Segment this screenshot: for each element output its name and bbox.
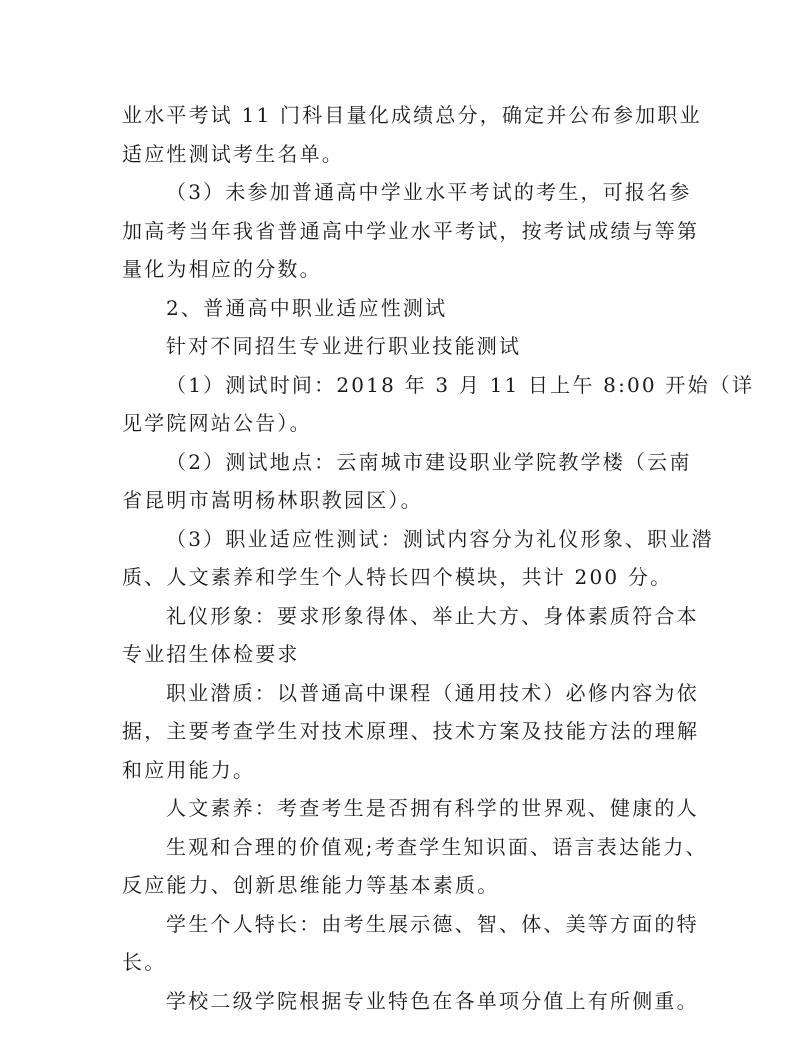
text-line: 据，主要考查学生对技术原理、技术方案及技能方法的理解 (122, 719, 700, 743)
text-line: 专业招生体检要求 (122, 642, 300, 666)
text-line: 量化为相应的分数。 (122, 257, 322, 281)
text-line: 省昆明市嵩明杨林职教园区）。 (122, 488, 423, 512)
text-line: 长。 (122, 950, 167, 974)
section-heading: 2、普通高中职业适应性测试 (166, 295, 448, 320)
document-body (122, 96, 755, 1020)
text-line: （1）测试时间：2018 年 3 月 11 日上午 8:00 开始（详 (166, 372, 755, 397)
text-line: 业水平考试 11 门科目量化成绩总分，确定并公布参加职业 (122, 103, 702, 127)
text-line: 见学院网站公告）。 (122, 411, 312, 435)
text-line: （3）未参加普通高中学业水平考试的考生，可报名参 (166, 180, 692, 204)
text-line: 质、人文素养和学生个人特长四个模块，共计 200 分。 (122, 565, 673, 589)
text-line: 反应能力、创新思维能力等基本素质。 (122, 873, 500, 897)
text-line: 生观和合理的价值观;考查学生知识面、语言表达能力、 (166, 834, 708, 859)
text-line: 职业潜质：以普通高中课程（通用技术）必修内容为依 (166, 680, 699, 705)
text-line: 加高考当年我省普通高中学业水平考试，按考试成绩与等第 (122, 218, 700, 243)
text-line: 和应用能力。 (122, 757, 256, 782)
text-line: 学生个人特长：由考生展示德、智、体、美等方面的特 (166, 911, 699, 936)
text-line: 人文素养：考查考生是否拥有科学的世界观、健康的人 (166, 796, 699, 820)
text-line: （2）测试地点：云南城市建设职业学院教学楼（云南 (166, 449, 692, 474)
text-line: 适应性测试考生名单。 (122, 141, 344, 166)
text-line: （3）职业适应性测试：测试内容分为礼仪形象、职业潜 (166, 526, 714, 551)
text-line: 学校二级学院根据专业特色在各单项分值上有所侧重。 (166, 988, 699, 1013)
text-line: 针对不同招生专业进行职业技能测试 (166, 334, 522, 358)
text-line: 礼仪形象：要求形象得体、举止大方、身体素质符合本 (166, 603, 699, 628)
